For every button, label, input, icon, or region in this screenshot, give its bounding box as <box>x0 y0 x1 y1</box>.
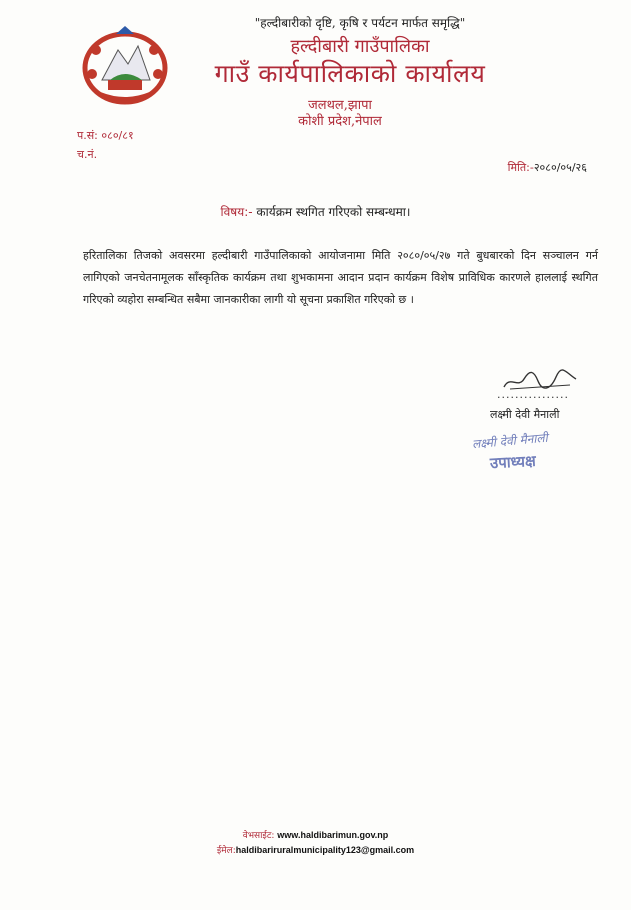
subject-line <box>0 203 631 220</box>
email-label: ईमेल: <box>216 846 236 856</box>
date-value: २०८०/०५/२६ <box>533 161 587 174</box>
email-link[interactable]: haldibariruralmunicipality123@gmail.com <box>235 845 415 855</box>
signatory-name: लक्ष्मी देवी मैनाली <box>490 408 560 421</box>
reference-number: प.सं: ०८०/८१ <box>77 129 134 142</box>
subject-label: विषय:- <box>220 205 253 219</box>
website-label: वेभसाईट: <box>242 831 275 841</box>
district: जलथल,झापा <box>308 98 372 113</box>
stamp-name: लक्ष्मी देवी मैनाली <box>471 430 549 452</box>
website-link[interactable]: www.haldibarimun.gov.np <box>277 830 389 840</box>
office-name: हल्दीबारी गाउँपालिका <box>290 36 430 57</box>
motto: "हल्दीबारीको दृष्टि, कृषि र पर्यटन मार्फत समृद्धि" <box>254 16 466 30</box>
province: कोशी प्रदेश,नेपाल <box>298 114 382 129</box>
subject-text: कार्यक्रम स्थगित गरिएको सम्बन्धमा। <box>256 205 411 219</box>
signature-dots: ................ <box>497 388 569 401</box>
date-line <box>508 160 587 175</box>
office-title: गाउँ कार्यपालिकाको कार्यालय <box>214 59 486 88</box>
body-paragraph: हरितालिका तिजको अवसरमा हल्दीबारी गाउँपालिकाको आयोजनामा मिति २०८०/०५/२७ गते बुधबारको दिन सञ्चालन गर्न लागिएको जनचेतनामूलक साँस्कृतिक कार्यक्रम तथा शुभकामना आदान प्रदान कार्यक्रम विशेष प्राविधिक कारणले हाललाई स्थगित गरिएको व्यहोरा सम्बन्धित सबैमा जानकारीका लागी यो सूचना प्रकाशित गरिएको छ । <box>83 249 598 306</box>
stamp-title: उपाध्यक्ष <box>489 451 537 473</box>
dispatch-number: च.नं. <box>77 148 98 161</box>
nepal-emblem-icon <box>80 24 170 106</box>
footer <box>0 828 631 858</box>
date-label: मिति:- <box>507 161 534 174</box>
footer-website <box>0 828 631 843</box>
footer-email <box>0 843 631 858</box>
office-address <box>240 98 440 130</box>
